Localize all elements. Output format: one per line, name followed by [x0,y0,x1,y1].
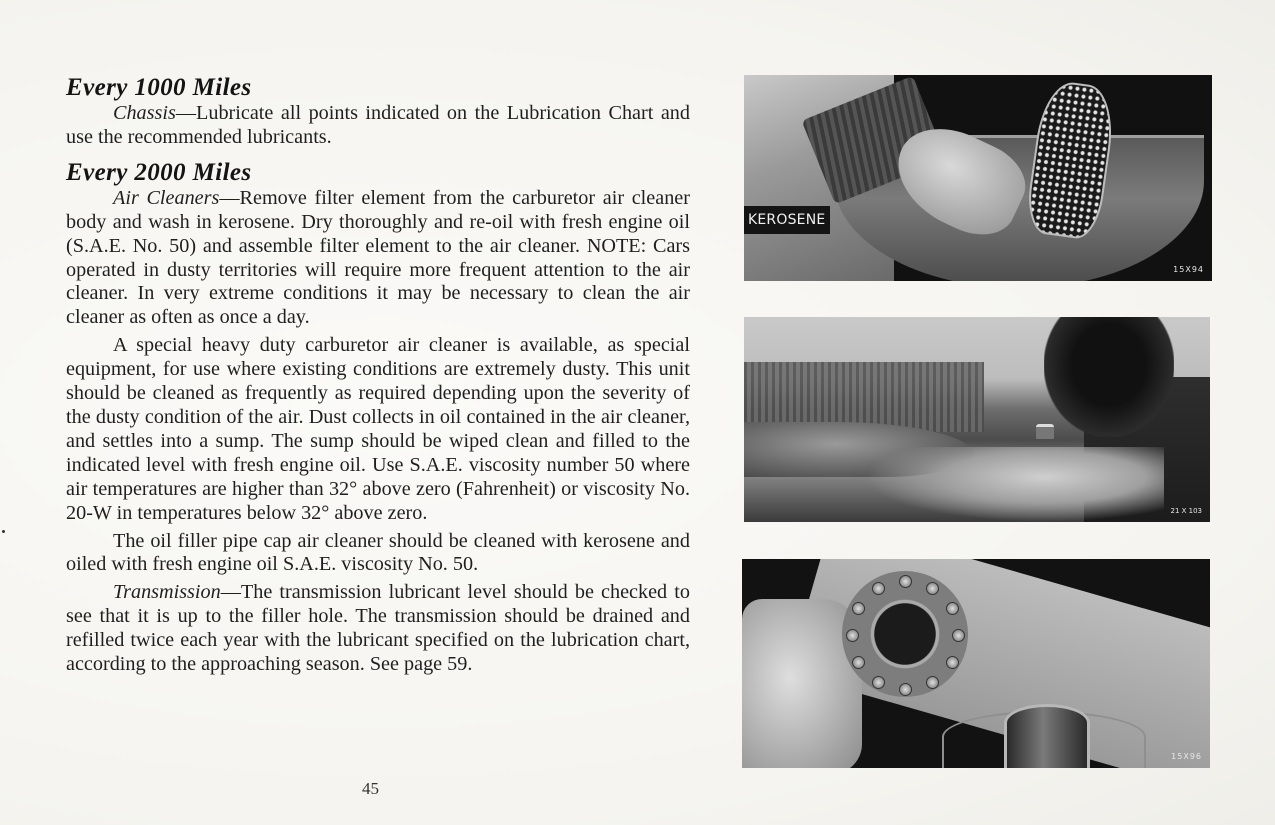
cap-hole-icon [852,602,865,615]
cap-hole-icon [952,629,965,642]
photo-dusty-road [744,317,1210,522]
paragraph-heavy-duty-cleaner [66,334,690,525]
section-heading-1000-miles: Every 1000 Miles [66,74,252,101]
car-shape [1036,424,1054,439]
lead-air-cleaners: Air Cleaners [113,186,220,209]
cap-hole-icon [926,676,939,689]
cap-hole-icon [852,656,865,669]
scan-speck [2,530,5,533]
dust-cloud-shape [864,447,1164,522]
filler-cap-shape [842,571,968,697]
paragraph-chassis [66,102,690,150]
body-chassis: —Lubricate all points indicated on the Lubrication Chart and use the recommended lubricants. [66,102,690,148]
lead-transmission: Transmission [113,581,221,604]
paragraph-oil-filler-cap [66,530,690,578]
body-transmission: —The transmission lubricant level should be checked to see that it is up to the filler hole. The transmission should be drained and refilled twice each year with the lubricant specified on the lubrication chart, according to the approaching season. See page 59. [66,581,690,676]
paragraph-transmission [66,581,690,677]
cap-hole-icon [899,683,912,696]
photo-label-kerosene: KEROSENE [748,212,826,228]
lead-chassis: Chassis [113,102,176,124]
photo-oil-filler-cap [742,559,1210,768]
cap-hole-icon [899,575,912,588]
filler-pipe-shape [1004,704,1090,768]
cap-hole-icon [846,629,859,642]
photo-code: 21 X 103 [1170,507,1202,515]
photo-code: 15X96 [1171,752,1202,761]
cap-hole-icon [872,582,885,595]
cap-hole-icon [872,676,885,689]
cap-hole-icon [946,602,959,615]
text-column [66,74,690,677]
photo-code: 15X94 [1173,265,1204,274]
paragraph-air-cleaners [66,187,690,330]
cap-hole-icon [926,582,939,595]
photo-kerosene-pan [744,75,1212,281]
body-air-cleaners: —Remove filter element from the carburetor air cleaner body and wash in kerosene. Dry thoroughly and re-oil with fresh engine oil (S.A.E. No. 50) and assemble filter element to the air cleaner. NOTE: Cars operated in dusty territories will require more frequent attention to the air cleaner. In very extreme conditions it may be necessary to clean the air cleaner as often as once a day. [66,186,690,329]
body-oil-filler-cap: The oil filler pipe cap air cleaner should be cleaned with kerosene and oiled with fresh engine oil S.A.E. viscosity No. 50. [66,529,690,576]
body-heavy-duty-cleaner: A special heavy duty carburetor air cleaner is available, as special equipment, for use where existing conditions are extremely dusty. This unit should be cleaned as frequently as required depending upon the severity of the dusty condition of the air. Dust collects in oil contained in the air cleaner, and settles into a sump. The sump should be wiped clean and filled to the indicated level with fresh engine oil. Use S.A.E. viscosity number 50 where air temperatures are higher than 32° above zero (Fahrenheit) or viscosity No. 20-W in temperatures below 32° above zero. [66,334,690,524]
page-number: 45 [362,779,379,798]
cap-hole-icon [946,656,959,669]
pine-tree-shape [1044,317,1174,437]
section-heading-2000-miles: Every 2000 Miles [66,158,252,186]
